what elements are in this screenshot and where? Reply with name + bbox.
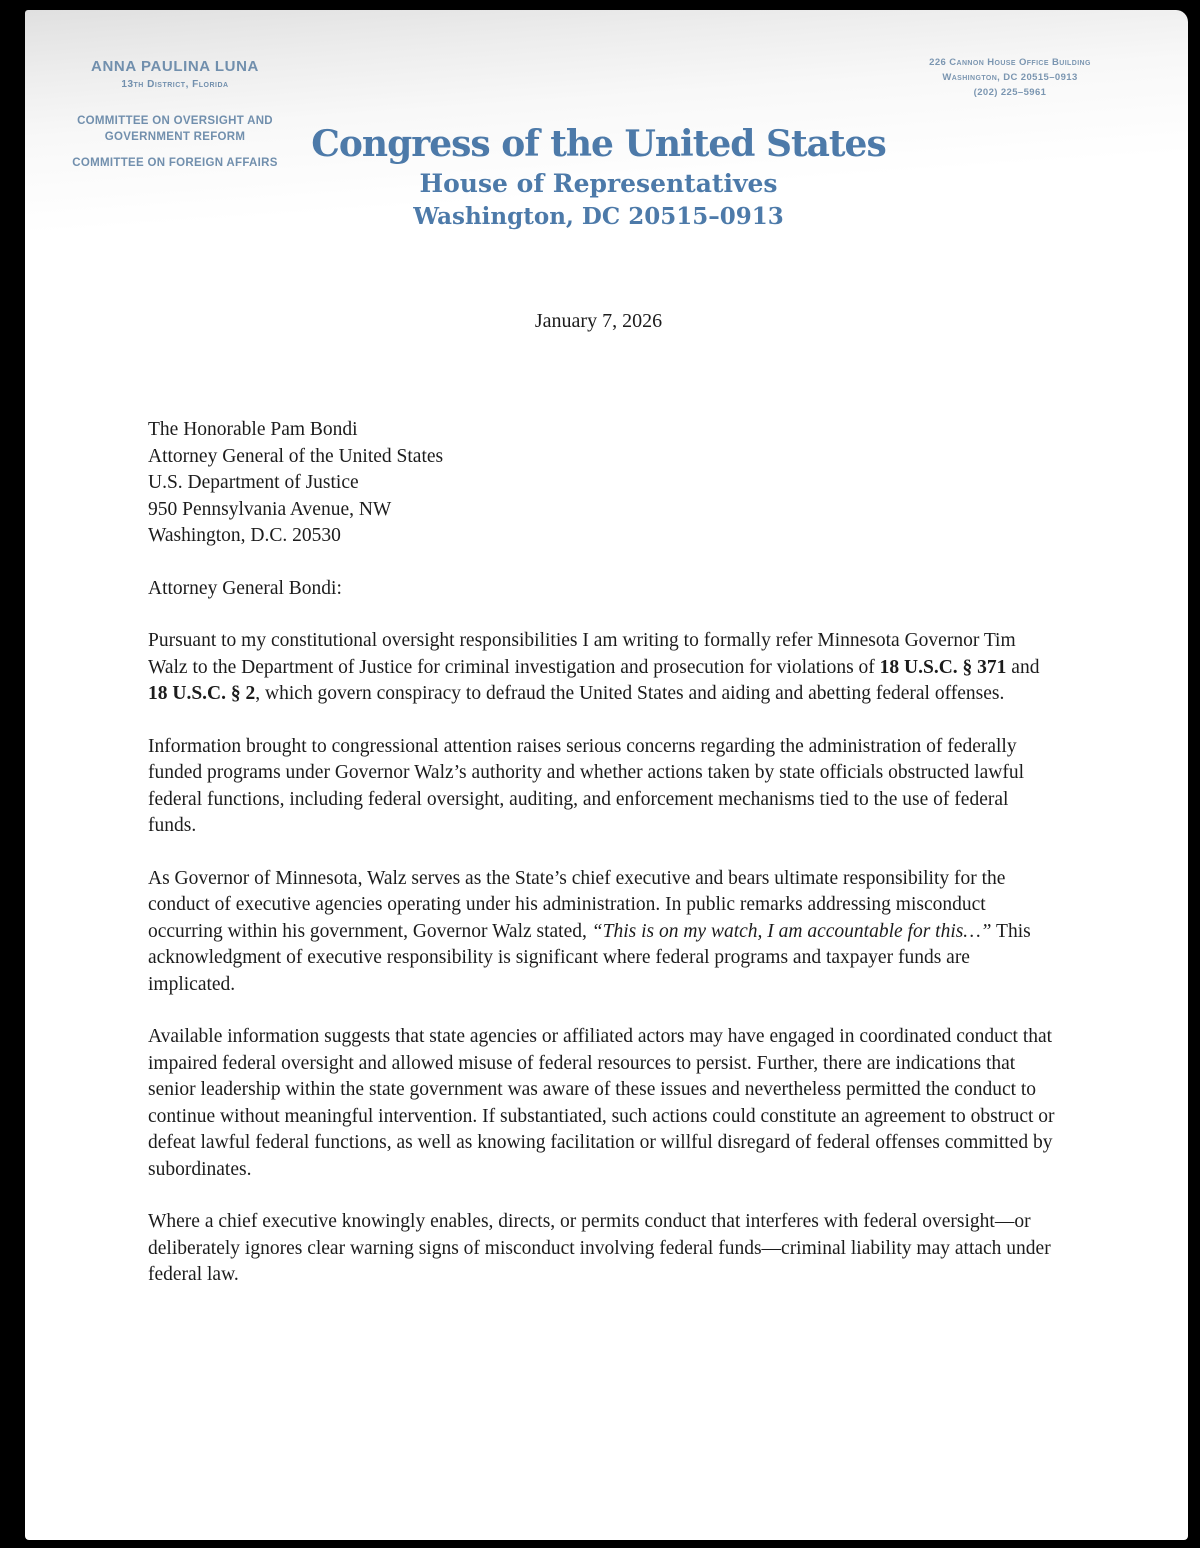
office-phone: (202) 225–5961: [973, 87, 1047, 99]
letterhead-office-block: [880, 55, 1140, 101]
member-district: 13th District, Florida: [121, 79, 229, 90]
committee-item: COMMITTEE ON OVERSIGHT AND GOVERNMENT REFORM: [77, 115, 273, 144]
letter-content: [148, 417, 1058, 1289]
masthead-house-line: House of Representatives: [419, 169, 778, 198]
office-address-line-1: 226 Cannon House Office Building: [929, 57, 1091, 68]
recipient-line: The Honorable Pam Bondi: [148, 419, 358, 440]
date-line: January 7, 2026: [534, 310, 663, 332]
committee-item: COMMITTEE ON FOREIGN AFFAIRS: [72, 157, 278, 170]
member-name: ANNA PAULINA LUNA: [91, 58, 259, 75]
salutation: Attorney General Bondi:: [148, 577, 342, 599]
body-paragraph: Where a chief executive knowingly enables, directs, or permits conduct that interferes with federal oversight—or deliberately ignores clear warning signs of misconduct involving federal funds—criminal liability may attach under federal law.: [148, 1211, 1051, 1285]
body-paragraph: As Governor of Minnesota, Walz serves as the State’s chief executive and bears ultimate responsibility for the conduct of executive agencies operating under his administration. In public remarks addressing misconduct occurring within his government, Governor Walz stated, “This is on my watch, I am accountable for this…” This acknowledgment of executive responsibility is significant where federal programs and taxpayer funds are implicated.: [148, 867, 1031, 995]
recipient-address-block: [148, 417, 1058, 550]
letter-body: [148, 628, 1058, 1289]
recipient-line: Attorney General of the United States: [148, 445, 444, 467]
masthead-congress-line: Congress of the United States: [311, 123, 886, 165]
office-address-line-2: Washington, DC 20515–0913: [942, 72, 1078, 84]
masthead-washington-line: Washington, DC 20515–0913: [413, 203, 784, 230]
masthead: [17, 123, 1180, 230]
letter-page: [25, 10, 1188, 1540]
recipient-line: U.S. Department of Justice: [148, 472, 359, 493]
body-paragraph: Information brought to congressional attention raises serious concerns regarding the administration of federally funded programs under Governor Walz’s authority and whether actions taken by state officials obstructed lawful federal functions, including federal oversight, auditing, and enforcement mechanisms tied to the use of federal funds.: [148, 735, 1025, 836]
body-paragraph: Available information suggests that state agencies or affiliated actors may have engaged in coordinated conduct that impaired federal oversight and allowed misuse of federal resources to persist. Further, there are indications that senior leadership within the state government was aware of these issues and nevertheless permitted the conduct to continue without meaningful intervention. If substantiated, such actions could constitute an agreement to obstruct or defeat lawful federal functions, as well as knowing facilitation or willful disregard of federal offenses committed by subordinates.: [148, 1026, 1055, 1180]
recipient-line: 950 Pennsylvania Avenue, NW: [148, 498, 392, 520]
body-paragraph: Pursuant to my constitutional oversight responsibilities I am writing to formally refer Minnesota Governor Tim Walz to the Department of Justice for criminal investigation and prosecution for violations of 18 U.S.C. § 371 and 18 U.S.C. § 2, which govern conspiracy to defraud the United States and aiding and abetting federal offenses.: [148, 630, 1040, 704]
recipient-line: Washington, D.C. 20530: [148, 525, 341, 546]
